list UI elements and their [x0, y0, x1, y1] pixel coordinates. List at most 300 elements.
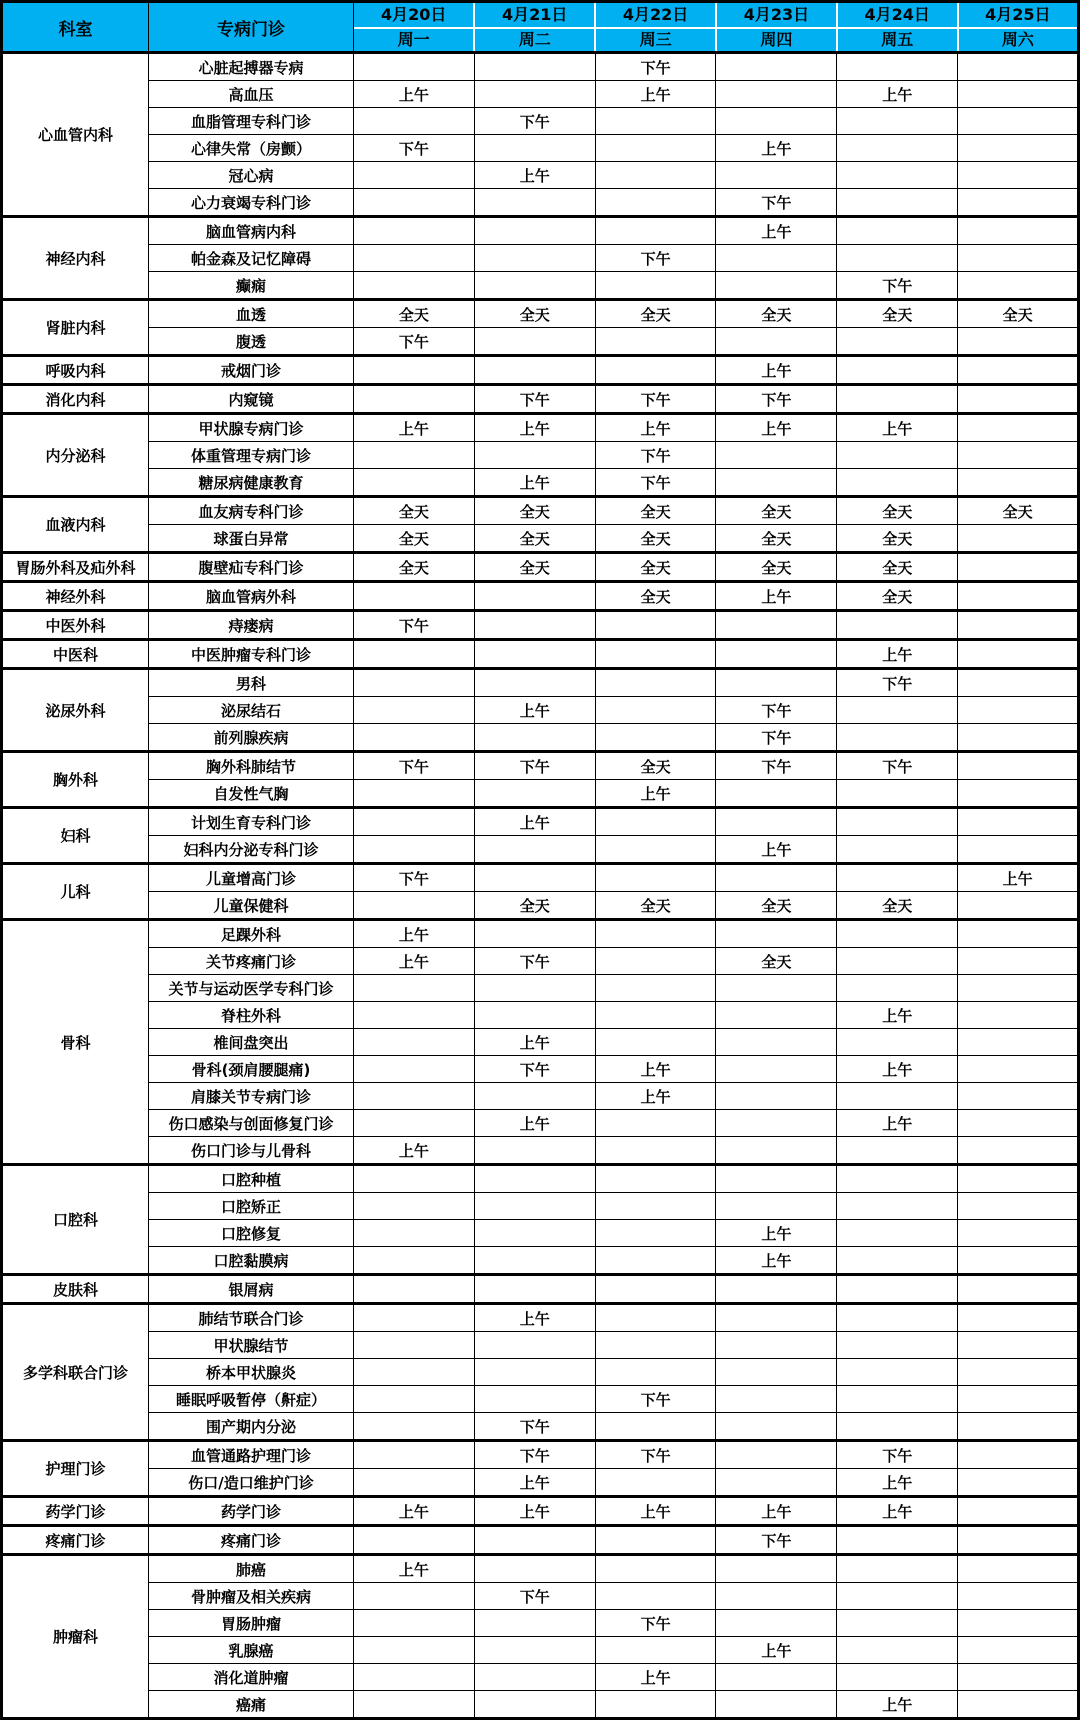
schedule-slot-cell: 全天 — [837, 553, 958, 582]
schedule-slot-cell — [837, 780, 958, 808]
schedule-slot-cell: 上午 — [595, 780, 716, 808]
schedule-slot-cell — [958, 162, 1079, 189]
schedule-slot-cell — [595, 1555, 716, 1583]
table-row — [2, 414, 1079, 442]
clinic-name-cell: 肩膝关节专病门诊 — [149, 1083, 354, 1110]
schedule-slot-cell — [354, 582, 475, 611]
schedule-slot-cell: 上午 — [474, 1110, 595, 1137]
header-weekday: 周一 — [397, 30, 430, 49]
schedule-slot-cell — [354, 1583, 475, 1610]
schedule-slot-cell — [716, 1441, 837, 1469]
clinic-name-cell: 骨科(颈肩腰腿痛) — [149, 1056, 354, 1083]
table-row — [2, 1413, 1079, 1441]
table-row — [2, 1691, 1079, 1719]
clinic-name-cell: 腹壁疝专科门诊 — [149, 553, 354, 582]
schedule-slot-cell — [595, 189, 716, 217]
header-day-sat — [958, 2, 1079, 53]
schedule-slot-cell — [837, 808, 958, 836]
table-row — [2, 1359, 1079, 1386]
clinic-name-cell: 儿童增高门诊 — [149, 864, 354, 892]
schedule-slot-cell — [958, 469, 1079, 497]
department-cell: 内分泌科 — [2, 414, 149, 497]
schedule-slot-cell — [474, 356, 595, 385]
schedule-slot-cell: 下午 — [354, 864, 475, 892]
schedule-slot-cell — [716, 1304, 837, 1332]
schedule-slot-cell — [474, 1002, 595, 1029]
schedule-slot-cell — [595, 920, 716, 948]
clinic-name-cell: 桥本甲状腺炎 — [149, 1359, 354, 1386]
schedule-slot-cell — [958, 697, 1079, 724]
schedule-slot-cell — [474, 442, 595, 469]
schedule-slot-cell — [716, 81, 837, 108]
schedule-slot-cell — [716, 640, 837, 669]
schedule-slot-cell — [354, 469, 475, 497]
clinic-name-cell: 椎间盘突出 — [149, 1029, 354, 1056]
schedule-slot-cell — [716, 1083, 837, 1110]
schedule-slot-cell — [354, 1637, 475, 1664]
schedule-slot-cell — [958, 356, 1079, 385]
schedule-slot-cell — [837, 920, 958, 948]
clinic-name-cell: 癌痛 — [149, 1691, 354, 1719]
schedule-slot-cell — [354, 385, 475, 414]
schedule-slot-cell — [595, 1583, 716, 1610]
header-row — [2, 2, 1079, 53]
clinic-name-cell: 儿童保健科 — [149, 892, 354, 920]
header-date: 4月22日 — [596, 3, 715, 29]
header-weekday: 周三 — [639, 30, 672, 49]
schedule-slot-cell — [595, 1332, 716, 1359]
schedule-slot-cell: 上午 — [474, 1469, 595, 1497]
clinic-name-cell: 银屑病 — [149, 1275, 354, 1304]
schedule-slot-cell — [958, 108, 1079, 135]
header-clinic: 专病门诊 — [149, 2, 354, 53]
schedule-slot-cell — [595, 328, 716, 356]
department-cell: 多学科联合门诊 — [2, 1304, 149, 1441]
header-day-fri — [837, 2, 958, 53]
table-row — [2, 1275, 1079, 1304]
schedule-slot-cell: 下午 — [354, 611, 475, 640]
schedule-slot-cell — [958, 525, 1079, 553]
schedule-slot-cell — [354, 1332, 475, 1359]
table-row — [2, 1193, 1079, 1220]
schedule-slot-cell — [958, 1441, 1079, 1469]
schedule-slot-cell — [595, 1002, 716, 1029]
schedule-slot-cell — [837, 189, 958, 217]
clinic-name-cell: 中医肿瘤专科门诊 — [149, 640, 354, 669]
department-cell: 儿科 — [2, 864, 149, 920]
schedule-slot-cell — [958, 948, 1079, 975]
schedule-slot-cell — [716, 1332, 837, 1359]
clinic-name-cell: 自发性气胸 — [149, 780, 354, 808]
schedule-slot-cell — [958, 640, 1079, 669]
clinic-name-cell: 痔瘘病 — [149, 611, 354, 640]
clinic-name-cell: 围产期内分泌 — [149, 1413, 354, 1441]
schedule-slot-cell: 全天 — [595, 892, 716, 920]
schedule-slot-cell — [595, 1526, 716, 1555]
schedule-slot-cell: 全天 — [716, 892, 837, 920]
schedule-slot-cell — [354, 108, 475, 135]
schedule-slot-cell — [958, 1220, 1079, 1247]
table-row — [2, 1637, 1079, 1664]
schedule-slot-cell: 下午 — [595, 469, 716, 497]
schedule-slot-cell: 下午 — [716, 697, 837, 724]
schedule-slot-cell — [837, 356, 958, 385]
schedule-slot-cell — [595, 1029, 716, 1056]
schedule-slot-cell — [354, 724, 475, 752]
department-cell: 神经内科 — [2, 217, 149, 300]
schedule-slot-cell: 上午 — [716, 1220, 837, 1247]
clinic-name-cell: 口腔种植 — [149, 1165, 354, 1193]
schedule-slot-cell — [354, 1002, 475, 1029]
schedule-slot-cell: 上午 — [837, 81, 958, 108]
table-row — [2, 669, 1079, 697]
clinic-name-cell: 血管通路护理门诊 — [149, 1441, 354, 1469]
schedule-slot-cell — [474, 1193, 595, 1220]
schedule-slot-cell — [837, 1029, 958, 1056]
schedule-slot-cell — [595, 272, 716, 300]
schedule-slot-cell: 全天 — [595, 497, 716, 525]
schedule-slot-cell — [716, 1691, 837, 1719]
schedule-slot-cell — [354, 356, 475, 385]
schedule-slot-cell: 上午 — [474, 469, 595, 497]
schedule-slot-cell — [716, 1029, 837, 1056]
schedule-slot-cell: 全天 — [474, 525, 595, 553]
schedule-slot-cell: 下午 — [474, 1056, 595, 1083]
table-row — [2, 1469, 1079, 1497]
schedule-slot-cell — [958, 135, 1079, 162]
schedule-slot-cell: 上午 — [958, 864, 1079, 892]
schedule-slot-cell — [354, 1359, 475, 1386]
schedule-slot-cell — [595, 1691, 716, 1719]
schedule-slot-cell — [837, 108, 958, 135]
table-row — [2, 217, 1079, 245]
department-cell: 中医科 — [2, 640, 149, 669]
schedule-slot-cell — [716, 975, 837, 1002]
schedule-slot-cell — [958, 611, 1079, 640]
schedule-slot-cell — [716, 53, 837, 81]
schedule-slot-cell — [716, 808, 837, 836]
schedule-slot-cell: 下午 — [716, 724, 837, 752]
schedule-slot-cell: 上午 — [837, 1497, 958, 1526]
schedule-slot-cell — [958, 1469, 1079, 1497]
header-weekday: 周六 — [1001, 30, 1034, 49]
schedule-slot-cell — [958, 53, 1079, 81]
schedule-slot-cell — [837, 1583, 958, 1610]
table-row — [2, 356, 1079, 385]
schedule-slot-cell: 上午 — [595, 414, 716, 442]
schedule-slot-cell — [958, 1247, 1079, 1275]
schedule-slot-cell: 下午 — [354, 328, 475, 356]
schedule-slot-cell: 全天 — [354, 525, 475, 553]
schedule-slot-cell — [716, 469, 837, 497]
clinic-name-cell: 乳腺癌 — [149, 1637, 354, 1664]
schedule-slot-cell — [474, 975, 595, 1002]
schedule-slot-cell — [595, 1413, 716, 1441]
schedule-slot-cell — [354, 245, 475, 272]
department-cell: 中医外科 — [2, 611, 149, 640]
schedule-slot-cell — [354, 697, 475, 724]
department-cell: 泌尿外科 — [2, 669, 149, 752]
schedule-slot-cell — [958, 582, 1079, 611]
schedule-slot-cell: 上午 — [474, 1304, 595, 1332]
schedule-slot-cell: 全天 — [837, 497, 958, 525]
schedule-slot-cell — [837, 1386, 958, 1413]
schedule-slot-cell — [958, 1332, 1079, 1359]
schedule-slot-cell — [837, 1664, 958, 1691]
table-row — [2, 864, 1079, 892]
header-date: 4月24日 — [838, 3, 957, 29]
table-row — [2, 1386, 1079, 1413]
schedule-slot-cell — [837, 53, 958, 81]
table-row — [2, 1526, 1079, 1555]
schedule-slot-cell — [354, 1441, 475, 1469]
schedule-slot-cell — [354, 1220, 475, 1247]
table-row — [2, 469, 1079, 497]
schedule-slot-cell: 下午 — [595, 442, 716, 469]
schedule-slot-cell: 全天 — [595, 752, 716, 780]
schedule-slot-cell — [837, 611, 958, 640]
schedule-slot-cell — [716, 1583, 837, 1610]
schedule-slot-cell: 下午 — [354, 135, 475, 162]
table-row — [2, 1332, 1079, 1359]
schedule-slot-cell — [474, 1637, 595, 1664]
table-row — [2, 724, 1079, 752]
schedule-slot-cell — [716, 245, 837, 272]
schedule-slot-cell — [837, 836, 958, 864]
schedule-slot-cell: 上午 — [354, 1137, 475, 1165]
schedule-slot-cell — [474, 669, 595, 697]
schedule-slot-cell — [837, 217, 958, 245]
clinic-name-cell: 关节与运动医学专科门诊 — [149, 975, 354, 1002]
schedule-slot-cell — [595, 1304, 716, 1332]
table-row — [2, 1002, 1079, 1029]
schedule-slot-cell — [354, 836, 475, 864]
schedule-slot-cell: 下午 — [474, 1583, 595, 1610]
schedule-slot-cell — [958, 1110, 1079, 1137]
table-row — [2, 553, 1079, 582]
clinic-name-cell: 体重管理专病门诊 — [149, 442, 354, 469]
schedule-slot-cell — [354, 1413, 475, 1441]
schedule-slot-cell: 下午 — [595, 385, 716, 414]
schedule-slot-cell: 全天 — [837, 525, 958, 553]
department-cell: 肾脏内科 — [2, 300, 149, 356]
table-row — [2, 640, 1079, 669]
clinic-name-cell: 伤口感染与创面修复门诊 — [149, 1110, 354, 1137]
schedule-slot-cell: 下午 — [474, 1413, 595, 1441]
schedule-slot-cell — [474, 1526, 595, 1555]
schedule-slot-cell: 全天 — [716, 948, 837, 975]
schedule-slot-cell: 上午 — [474, 697, 595, 724]
schedule-slot-cell — [354, 189, 475, 217]
schedule-slot-cell — [837, 245, 958, 272]
schedule-slot-cell: 下午 — [595, 53, 716, 81]
clinic-name-cell: 脑血管病内科 — [149, 217, 354, 245]
schedule-slot-cell — [837, 1137, 958, 1165]
table-row — [2, 611, 1079, 640]
schedule-slot-cell — [958, 1526, 1079, 1555]
schedule-slot-cell: 全天 — [716, 525, 837, 553]
schedule-slot-cell: 上午 — [474, 162, 595, 189]
clinic-name-cell: 癫痫 — [149, 272, 354, 300]
schedule-slot-cell: 全天 — [716, 300, 837, 328]
schedule-slot-cell: 上午 — [354, 920, 475, 948]
clinic-name-cell: 疼痛门诊 — [149, 1526, 354, 1555]
schedule-slot-cell — [958, 81, 1079, 108]
schedule-slot-cell: 上午 — [716, 1497, 837, 1526]
schedule-slot-cell — [474, 1664, 595, 1691]
schedule-slot-cell — [354, 669, 475, 697]
schedule-slot-cell — [474, 920, 595, 948]
schedule-slot-cell: 下午 — [837, 669, 958, 697]
schedule-slot-cell — [595, 864, 716, 892]
schedule-slot-cell — [354, 975, 475, 1002]
schedule-slot-cell — [595, 1275, 716, 1304]
schedule-slot-cell — [354, 1165, 475, 1193]
clinic-name-cell: 心力衰竭专科门诊 — [149, 189, 354, 217]
table-row — [2, 808, 1079, 836]
schedule-slot-cell — [837, 1413, 958, 1441]
table-row — [2, 108, 1079, 135]
schedule-slot-cell: 上午 — [595, 1497, 716, 1526]
schedule-slot-cell — [837, 1220, 958, 1247]
schedule-slot-cell: 上午 — [354, 948, 475, 975]
table-row — [2, 582, 1079, 611]
schedule-slot-cell — [474, 1359, 595, 1386]
schedule-slot-cell — [354, 1193, 475, 1220]
clinic-name-cell: 血透 — [149, 300, 354, 328]
schedule-slot-cell — [354, 1526, 475, 1555]
schedule-slot-cell — [595, 1247, 716, 1275]
schedule-slot-cell: 上午 — [716, 582, 837, 611]
schedule-slot-cell: 下午 — [716, 385, 837, 414]
schedule-slot-cell — [837, 1247, 958, 1275]
schedule-slot-cell: 上午 — [354, 1497, 475, 1526]
schedule-slot-cell: 上午 — [716, 1247, 837, 1275]
schedule-slot-cell — [474, 1275, 595, 1304]
schedule-slot-cell — [474, 1332, 595, 1359]
schedule-slot-cell — [474, 836, 595, 864]
schedule-slot-cell — [595, 640, 716, 669]
table-row — [2, 975, 1079, 1002]
schedule-slot-cell — [354, 1029, 475, 1056]
schedule-slot-cell — [837, 1332, 958, 1359]
schedule-slot-cell: 上午 — [837, 1691, 958, 1719]
schedule-slot-cell — [837, 724, 958, 752]
clinic-name-cell: 泌尿结石 — [149, 697, 354, 724]
schedule-slot-cell — [595, 808, 716, 836]
clinic-name-cell: 糖尿病健康教育 — [149, 469, 354, 497]
department-cell: 消化内科 — [2, 385, 149, 414]
header-date: 4月23日 — [717, 3, 836, 29]
schedule-slot-cell — [837, 328, 958, 356]
schedule-slot-cell: 上午 — [474, 808, 595, 836]
clinic-name-cell: 血友病专科门诊 — [149, 497, 354, 525]
schedule-slot-cell: 上午 — [716, 135, 837, 162]
schedule-slot-cell — [958, 836, 1079, 864]
schedule-slot-cell: 下午 — [474, 1441, 595, 1469]
clinic-name-cell: 消化道肿瘤 — [149, 1664, 354, 1691]
schedule-slot-cell — [958, 780, 1079, 808]
schedule-slot-cell — [474, 1247, 595, 1275]
schedule-slot-cell: 全天 — [474, 553, 595, 582]
table-row — [2, 385, 1079, 414]
schedule-slot-cell — [958, 1002, 1079, 1029]
schedule-slot-cell: 下午 — [474, 108, 595, 135]
schedule-slot-cell: 下午 — [837, 752, 958, 780]
table-body — [2, 53, 1079, 1719]
department-cell: 呼吸内科 — [2, 356, 149, 385]
schedule-slot-cell: 上午 — [837, 414, 958, 442]
schedule-slot-cell — [354, 272, 475, 300]
schedule-slot-cell — [474, 1386, 595, 1413]
clinic-name-cell: 前列腺疾病 — [149, 724, 354, 752]
schedule-slot-cell — [837, 1637, 958, 1664]
clinic-name-cell: 血脂管理专科门诊 — [149, 108, 354, 135]
schedule-slot-cell — [837, 442, 958, 469]
department-cell: 疼痛门诊 — [2, 1526, 149, 1555]
schedule-slot-cell — [595, 217, 716, 245]
table-row — [2, 1583, 1079, 1610]
header-date: 4月25日 — [959, 3, 1077, 29]
schedule-slot-cell — [958, 1691, 1079, 1719]
schedule-slot-cell: 全天 — [474, 497, 595, 525]
schedule-slot-cell: 全天 — [354, 497, 475, 525]
clinic-name-cell: 伤口/造口维护门诊 — [149, 1469, 354, 1497]
table-header — [2, 2, 1079, 53]
table-row — [2, 752, 1079, 780]
schedule-slot-cell: 上午 — [595, 1056, 716, 1083]
clinic-name-cell: 内窥镜 — [149, 385, 354, 414]
schedule-slot-cell: 全天 — [354, 553, 475, 582]
schedule-slot-cell — [837, 135, 958, 162]
table-row — [2, 135, 1079, 162]
schedule-slot-cell: 全天 — [716, 497, 837, 525]
schedule-slot-cell — [837, 1083, 958, 1110]
clinic-name-cell: 骨肿瘤及相关疾病 — [149, 1583, 354, 1610]
table-row — [2, 162, 1079, 189]
table-row — [2, 1137, 1079, 1165]
schedule-slot-cell: 下午 — [716, 189, 837, 217]
clinic-name-cell: 睡眠呼吸暂停（鼾症） — [149, 1386, 354, 1413]
table-row — [2, 1555, 1079, 1583]
schedule-slot-cell — [716, 1275, 837, 1304]
schedule-slot-cell — [837, 697, 958, 724]
schedule-slot-cell: 全天 — [474, 892, 595, 920]
clinic-name-cell: 胸外科肺结节 — [149, 752, 354, 780]
schedule-slot-cell — [958, 724, 1079, 752]
schedule-slot-cell — [716, 162, 837, 189]
schedule-slot-cell: 上午 — [837, 1469, 958, 1497]
schedule-slot-cell — [958, 1275, 1079, 1304]
table-row — [2, 836, 1079, 864]
schedule-slot-cell: 全天 — [595, 525, 716, 553]
schedule-slot-cell — [595, 1193, 716, 1220]
schedule-slot-cell — [958, 1304, 1079, 1332]
clinic-name-cell: 药学门诊 — [149, 1497, 354, 1526]
schedule-slot-cell: 上午 — [595, 1664, 716, 1691]
table-row — [2, 1029, 1079, 1056]
schedule-slot-cell — [354, 1275, 475, 1304]
schedule-slot-cell — [354, 1110, 475, 1137]
schedule-slot-cell: 全天 — [595, 300, 716, 328]
schedule-slot-cell — [716, 669, 837, 697]
schedule-slot-cell — [474, 611, 595, 640]
schedule-slot-cell — [474, 53, 595, 81]
schedule-slot-cell — [595, 1165, 716, 1193]
schedule-slot-cell: 上午 — [474, 414, 595, 442]
schedule-slot-cell — [958, 1056, 1079, 1083]
schedule-slot-cell: 上午 — [595, 1083, 716, 1110]
